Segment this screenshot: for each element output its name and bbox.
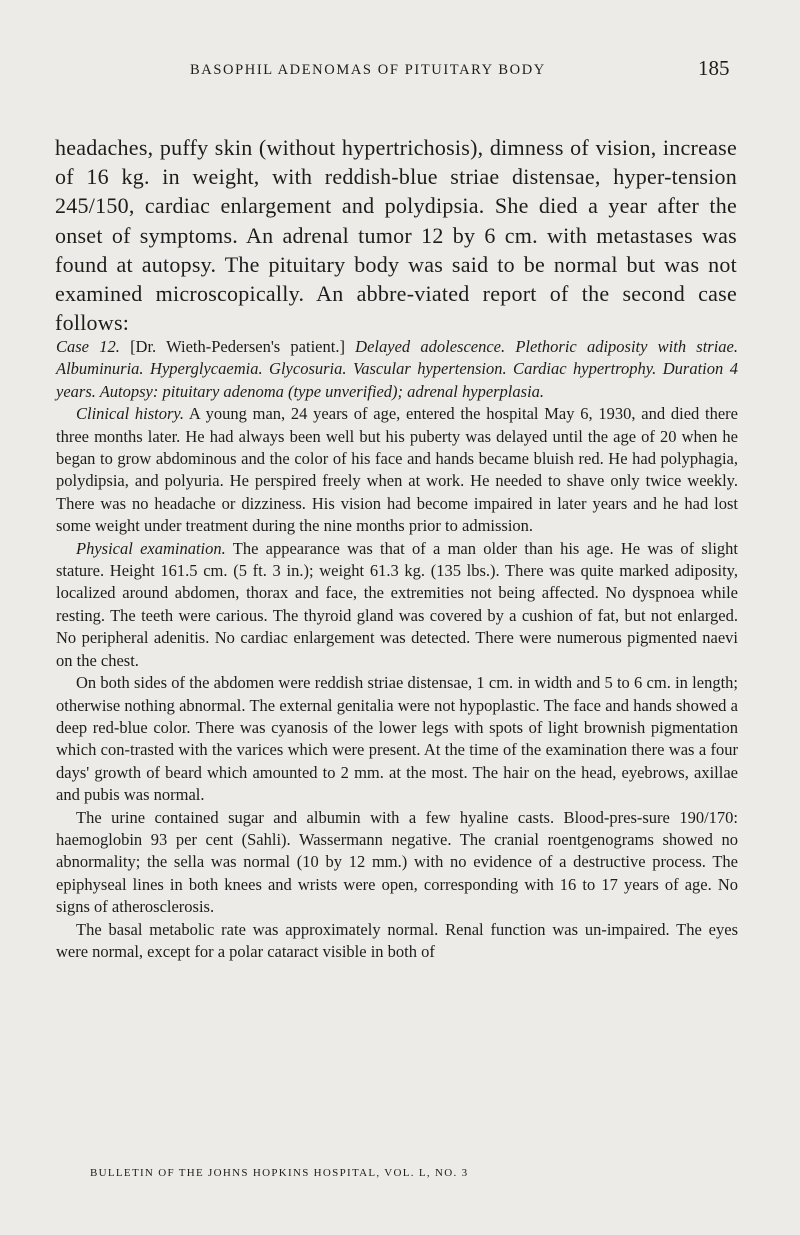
- physical-examination-paragraph: [56, 538, 738, 672]
- paragraph-text: On both sides of the abdomen were reddish striae distensae, 1 cm. in width and 5 to 6 cm. in length; otherwise nothing abnormal. The external genitalia were not hypoplastic. The face and hands showed a deep red-blue color. There was cyanosis of the lower legs with spots of light brownish pigmentation which con-trasted with the varices which were present. At the time of the examination there was a four days' growth of beard which amounted to 2 mm. at the most. The hair on the head, eyebrows, axillae and pubis was normal.: [56, 673, 738, 805]
- journal-footer: BULLETIN OF THE JOHNS HOPKINS HOSPITAL, VOL. L, NO. 3: [90, 1167, 469, 1179]
- paragraph-text: The appearance was that of a man older than his age. He was of slight stature. Height 161.5 cm. (5 ft. 3 in.); weight 61.3 kg. (135 lbs.). There was quite marked adiposity, localized around abdomen, thorax and face, the extremities not being affected. No dyspnoea while resting. The teeth were carious. The thyroid gland was covered by a cushion of fat, but not enlarged. No peripheral adenitis. No cardiac enlargement was detected. There were numerous pigmented naevi on the chest.: [56, 538, 738, 670]
- case-heading: [56, 336, 738, 403]
- paragraph-text: A young man, 24 years of age, entered the hospital May 6, 1930, and died there three months later. He had always been well but his puberty was delayed until the age of 20 when he began to grow abdominous and the color of his face and hands became bluish red. He had polyphagia, polydipsia, and polyuria. He perspired freely when at work. He needed to shave only twice weekly. There was no headache or dizziness. His vision had become impaired in later years and he had lost some weight under treatment during the nine months prior to admission.: [56, 404, 739, 536]
- metabolic-rate-paragraph: [56, 919, 738, 964]
- urine-and-blood-paragraph: [56, 807, 738, 919]
- paragraph-heading: Clinical history.: [76, 404, 184, 424]
- page-number: 185: [698, 56, 730, 80]
- paragraph-text: The basal metabolic rate was approximately normal. Renal function was un-impaired. The eyes were normal, except for a polar cataract visible in both of: [56, 919, 738, 961]
- case-source: [Dr. Wieth-Pedersen's patient.]: [130, 337, 345, 356]
- abdomen-findings-paragraph: [56, 672, 738, 806]
- case-label: Case 12.: [56, 337, 120, 356]
- running-header: [0, 56, 800, 86]
- paragraph-text: The urine contained sugar and albumin with a few hyaline casts. Blood-pres-sure 190/170: haemoglobin 93 per cent (Sahli). Wassermann negative. The cranial roentgenograms showed no abnormality; the sella was normal (10 by 12 mm.) with no evidence of a destructive process. The epiphyseal lines in both knees and wrists were open, corresponding with 16 to 17 years of age. No signs of atherosclerosis.: [56, 807, 738, 917]
- paragraph-heading: Physical examination.: [76, 538, 226, 558]
- running-title: BASOPHIL ADENOMAS OF PITUITARY BODY: [190, 62, 546, 78]
- clinical-history-paragraph: [56, 403, 738, 537]
- case-report: [56, 336, 739, 963]
- case-summary: Delayed adolescence. Plethoric adiposity with striae. Albuminuria. Hyperglycaemia. Glycosuria. Vascular hypertension. Cardiac hypertrophy. Duration 4 years. Autopsy: pituitary adenoma (type unverified); adrenal hyperplasia.: [56, 337, 739, 401]
- lead-paragraph: headaches, puffy skin (without hypertrichosis), dimness of vision, increase of 16 kg. in weight, with reddish-blue striae distensae, hyper-tension 245/150, cardiac enlargement and polydipsia. She died a year after the onset of symptoms. An adrenal tumor 12 by 6 cm. with metastases was found at autopsy. The pituitary body was said to be normal but was not examined microscopically. An abbre-viated report of the second case follows:: [55, 135, 737, 336]
